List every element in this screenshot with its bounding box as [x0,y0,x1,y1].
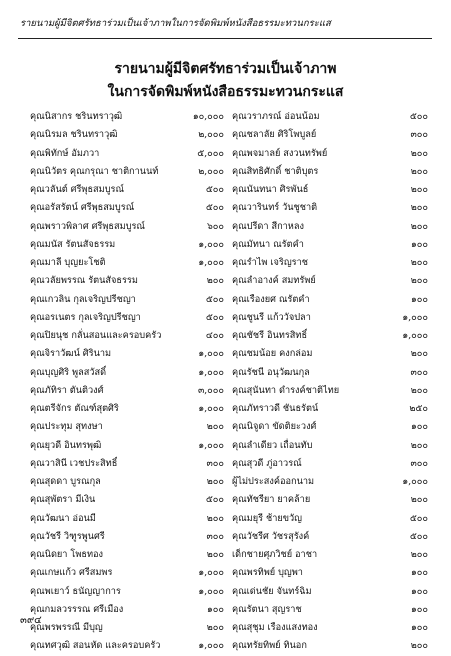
donor-name: คุณทศวุฒิ สอนหัด และครอบครัว [30,640,161,652]
donor-row [30,364,230,382]
donation-amount: ๒๐๐ [410,220,428,232]
donation-amount: ๑๐๐ [410,622,428,633]
donor-name: คุณสุชุม เรืองแสงทอง [232,622,318,633]
donation-amount: ๒๐๐ [410,147,428,159]
donation-amount: ๓๐๐ [206,457,224,469]
donor-name: คุณมัทนา ณรัตคำ [232,238,304,250]
donor-row [30,145,230,163]
donor-row [232,364,432,382]
donor-row [30,473,230,491]
donor-name: คุณสิทธิศักดิ์ ชาติบุตร [232,165,319,177]
donor-row [232,473,432,491]
donation-amount: ๒,๐๐๐ [198,165,224,177]
donation-amount: ๓๐๐ [206,530,224,542]
donor-row [30,309,230,327]
donor-row [30,108,230,126]
donor-row [30,291,230,309]
donation-amount: ๒๐๐ [206,275,224,287]
donor-row [232,345,432,363]
donor-row [232,491,432,509]
donation-amount: ๑๐๐ [410,567,428,579]
donation-amount: ๑๐๐ [206,603,224,615]
donation-amount: ๕๐๐ [409,530,428,542]
donation-amount: ๒๐๐ [410,202,428,214]
donation-amount: ๕๐๐ [409,512,428,524]
page-title: รายนามผู้มีจิตศรัทธาร่วมเป็นเจ้าภาพ [114,61,337,77]
donor-name: คุณปรีดา สีกาหลง [232,220,304,232]
donor-row [232,181,432,199]
donor-name: คุณมาลี บุญยะโชติ [30,257,106,268]
donor-row [30,327,230,345]
donation-amount: ๑,๐๐๐ [198,403,224,414]
donation-amount: ๕๐๐ [205,184,224,195]
donor-row [232,309,432,327]
donor-name: คุณวัชรี วิฑูรพูนศรี [30,530,105,542]
donor-row [30,236,230,254]
donor-row [30,564,230,582]
donor-row [232,254,432,272]
donor-row [232,163,432,181]
donation-amount: ๒๐๐ [206,512,224,524]
donor-row [232,327,432,345]
donor-name: คุณสุวดี ภู่อาวรณ์ [232,457,302,469]
donor-name: คุณพราวพิลาศ ศรีพุธสมบูรณ์ [30,220,145,232]
donor-name: คุณวลัยพรรณ รัตนสัจธรรม [30,275,138,287]
donation-amount: ๒๐๐ [206,549,224,560]
donation-amount: ๒๐๐ [410,640,428,652]
donor-row [232,126,432,144]
donor-row [232,236,432,254]
donor-row [232,291,432,309]
donor-name: คุณมยุรี ช้ายขวัญ [232,512,303,524]
donor-row [30,437,230,455]
donor-name: คุณวาสินี เวชประสิทธิ์ [30,457,118,469]
donor-name: คุณภัทราวดี ชันธรัตน์ [232,403,319,414]
donor-name: คุณวลันต์ ศรีพุธสมบูรณ์ [30,184,125,195]
donor-name: คุณบุญศิริ พูลสวัสดิ์ [30,366,107,378]
donor-name: คุณชัชรี อินทรสิทธิ์ [232,330,308,341]
donor-name: คุณอรเนตร กุลเจริญปรีชญา [30,311,141,323]
donation-amount: ๕๐๐ [205,494,224,506]
donor-row [30,382,230,400]
donor-row [232,218,432,236]
donor-row [232,199,432,217]
donor-row [30,619,230,637]
donor-name: คุณชูนรี แก้ววัจปลา [232,311,311,323]
donor-row [232,382,432,400]
donor-name: คุณพรทิพย์ บุญพา [232,567,303,579]
donor-name: คุณนิรมล ชรินทราวุฒิ [30,129,118,141]
donation-amount: ๕,๐๐๐ [197,147,224,159]
donor-name: คุณเด่นชัย จันทร์ฉิม [232,585,312,597]
donor-name: ผู้ไม่ประสงค์ออกนาม [232,476,315,487]
donation-amount: ๒๐๐ [410,275,428,287]
donor-row [232,145,432,163]
donation-amount: ๑,๐๐๐ [198,567,224,579]
donation-amount: ๒๐๐ [410,439,428,451]
donation-amount: ๒๐๐ [206,622,224,633]
donor-row [232,272,432,290]
donor-row [30,254,230,272]
donation-amount: ๑๐๐ [410,238,428,250]
donor-row [232,418,432,436]
donor-name: คุณรำไพ เจริญราช [232,257,308,268]
donation-amount: ๒๐๐ [410,384,428,396]
donor-name: คุณวัชรีศ วัชรสุรังค์ [232,530,310,542]
donor-row [30,491,230,509]
donor-name: คุณรัตนา สุญราช [232,603,302,615]
donor-name: คุณชมน้อย คงกล่อม [232,348,313,360]
donor-row [30,510,230,528]
donor-name: คุณมนัส รัตนสัจธรรม [30,238,116,250]
donor-name: คุณปิยนุช กลั่นสอนและครอบครัว [30,330,162,341]
donor-name: คุณวัฒนา อ่อนมี [30,512,96,524]
donor-name: คุณรัชนี อนุวัฒนกุล [232,366,310,378]
donation-amount: ๒๐๐ [410,494,428,506]
donor-row [30,455,230,473]
donor-name: คุณลำอางค์ สมทรัพย์ [232,275,316,287]
donor-list-right [232,108,432,656]
donor-name: คุณอรัสรัตน์ ศรีพุธสมบูรณ์ [30,202,135,214]
donation-amount: ๑๐๐ [410,293,428,305]
donation-amount: ๑๐,๐๐๐ [192,111,224,122]
donation-amount: ๕๐๐ [409,111,428,122]
donation-amount: ๕๐๐ [205,202,224,214]
donation-amount: ๕๐๐ [205,293,224,305]
donor-name: คุณสุดดา บูรณกุล [30,476,101,487]
donation-amount: ๓,๐๐๐ [197,384,224,396]
donation-amount: ๓๐๐ [410,457,428,469]
donor-name: คุณชลาลัย ศิริโพบูลย์ [232,129,317,141]
donor-name: เด็กชายศุภวิชย์ อาชา [232,549,318,560]
donation-amount: ๒๐๐ [206,476,224,487]
donor-name: คุณจิราวัฒน์ ศิรินาม [30,348,112,360]
donor-name: คุณวารินทร์ วันชูชาติ [232,202,318,214]
donor-name: คุณนันทนา ศิรพันธ์ [232,184,309,195]
donor-row [232,437,432,455]
donor-name: คุณนิดยา โพธทอง [30,549,104,560]
donation-amount: ๓๐๐ [410,129,428,141]
donor-name: คุณภัทิรา ตันติวงศ์ [30,384,104,396]
donor-row [232,455,432,473]
donor-name: คุณพเยาว์ ธนัญญาการ [30,585,121,597]
donor-name: คุณประทุม สุทงษา [30,421,103,433]
donation-amount: ๒๐๐ [410,184,428,195]
donor-name: คุณเกวลิน กุลเจริญปรีชญา [30,293,136,305]
donor-name: คุณนิจูดา ขัดติยะวงศ์ [232,421,317,433]
donor-name: คุณสุนันทา ดำรงค์ชาติไทย [232,384,340,396]
donor-row [30,418,230,436]
donation-amount: ๑,๐๐๐ [198,348,224,360]
donor-row [30,400,230,418]
donor-name: คุณพจมาลย์ สงวนทรัพย์ [232,147,328,159]
donation-amount: ๕๐๐ [205,311,224,323]
donor-row [30,272,230,290]
donation-amount: ๒๐๐ [410,165,428,177]
donor-name: คุณพิทักษ์ อัมภวา [30,147,100,159]
donor-row [30,163,230,181]
donor-name: คุณเรืองยศ ณรัตคำ [232,293,310,305]
donation-amount: ๓๐๐ [410,366,428,378]
donation-amount: ๔๐๐ [205,330,224,341]
donor-row [30,126,230,144]
donor-row [30,181,230,199]
donor-name: คุณเกษแก้ว ศรีสมพร [30,567,113,579]
page-number: ๓๙๔ [20,615,42,626]
donor-name: คุณทัชรียา ยาคล้าย [232,494,311,506]
donor-name: คุณยุวดี อินทรพุฒิ [30,439,102,451]
donation-amount: ๖๐๐ [206,220,224,232]
donor-name: คุณกมลวรรรณ ศรีเมือง [30,603,124,615]
donation-amount: ๒๐๐ [206,421,224,433]
donation-amount: ๒๐๐ [410,257,428,268]
donor-name: คุณพรพรรณี มีบุญ [30,622,103,633]
donation-amount: ๑,๐๐๐ [198,585,224,597]
donor-row [232,564,432,582]
donation-amount: ๑,๐๐๐ [198,238,224,250]
donation-amount: ๑๐๐ [410,585,428,597]
donor-name: คุณนิสากร ชรินทราวุฒิ [30,111,123,122]
donor-name: คุณลำเดียว เถื่อนทับ [232,439,313,451]
donation-amount: ๒๐๐ [410,549,428,560]
donation-amount: ๑,๐๐๐ [402,330,428,341]
donor-row [232,108,432,126]
donor-name: คุณวราภรณ์ อ่อนน้อม [232,111,320,122]
donor-row [232,601,432,619]
donor-row [232,546,432,564]
donor-name: คุณทรัยทิพย์ ทินอก [232,640,307,652]
page-subtitle: ในการจัดพิมพ์หนังสือธรรมะทวนกระแส [107,84,344,100]
donor-row [30,199,230,217]
donation-amount: ๒,๐๐๐ [198,129,224,141]
header-rule [18,38,432,39]
donation-amount: ๑,๐๐๐ [198,640,224,652]
donation-amount: ๑,๐๐๐ [198,366,224,378]
donation-amount: ๒๐๐ [410,348,428,360]
donation-amount: ๑๐๐ [410,603,428,615]
donation-amount: ๑,๐๐๐ [198,257,224,268]
donation-amount: ๒๕๐ [409,403,428,414]
donation-amount: ๑,๐๐๐ [402,311,428,323]
donation-amount: ๑,๐๐๐ [198,439,224,451]
donor-row [30,528,230,546]
donor-row [30,345,230,363]
donor-row [30,218,230,236]
donor-row [30,601,230,619]
donation-amount: ๑๐๐ [410,421,428,433]
donor-row [232,619,432,637]
donor-row [232,583,432,601]
donor-row [30,546,230,564]
donor-name: คุณสุพัตรา มีเงิน [30,494,96,506]
donor-row [232,510,432,528]
donation-amount: ๑,๐๐๐ [402,476,428,487]
donor-name: คุณนิวัตร คุณกรุณา ชาติกานนท์ [30,165,159,177]
running-head: รายนามผู้มีจิตศรัทธาร่วมเป็นเจ้าภาพในการจัดพิมพ์หนังสือธรรมะทวนกระแส [20,18,331,29]
donor-row [232,528,432,546]
donor-row [30,583,230,601]
donor-name: คุณตรีจักร ตัณฑ์สุตศิริ [30,403,119,414]
donor-list-left [30,108,230,656]
donor-row [232,400,432,418]
